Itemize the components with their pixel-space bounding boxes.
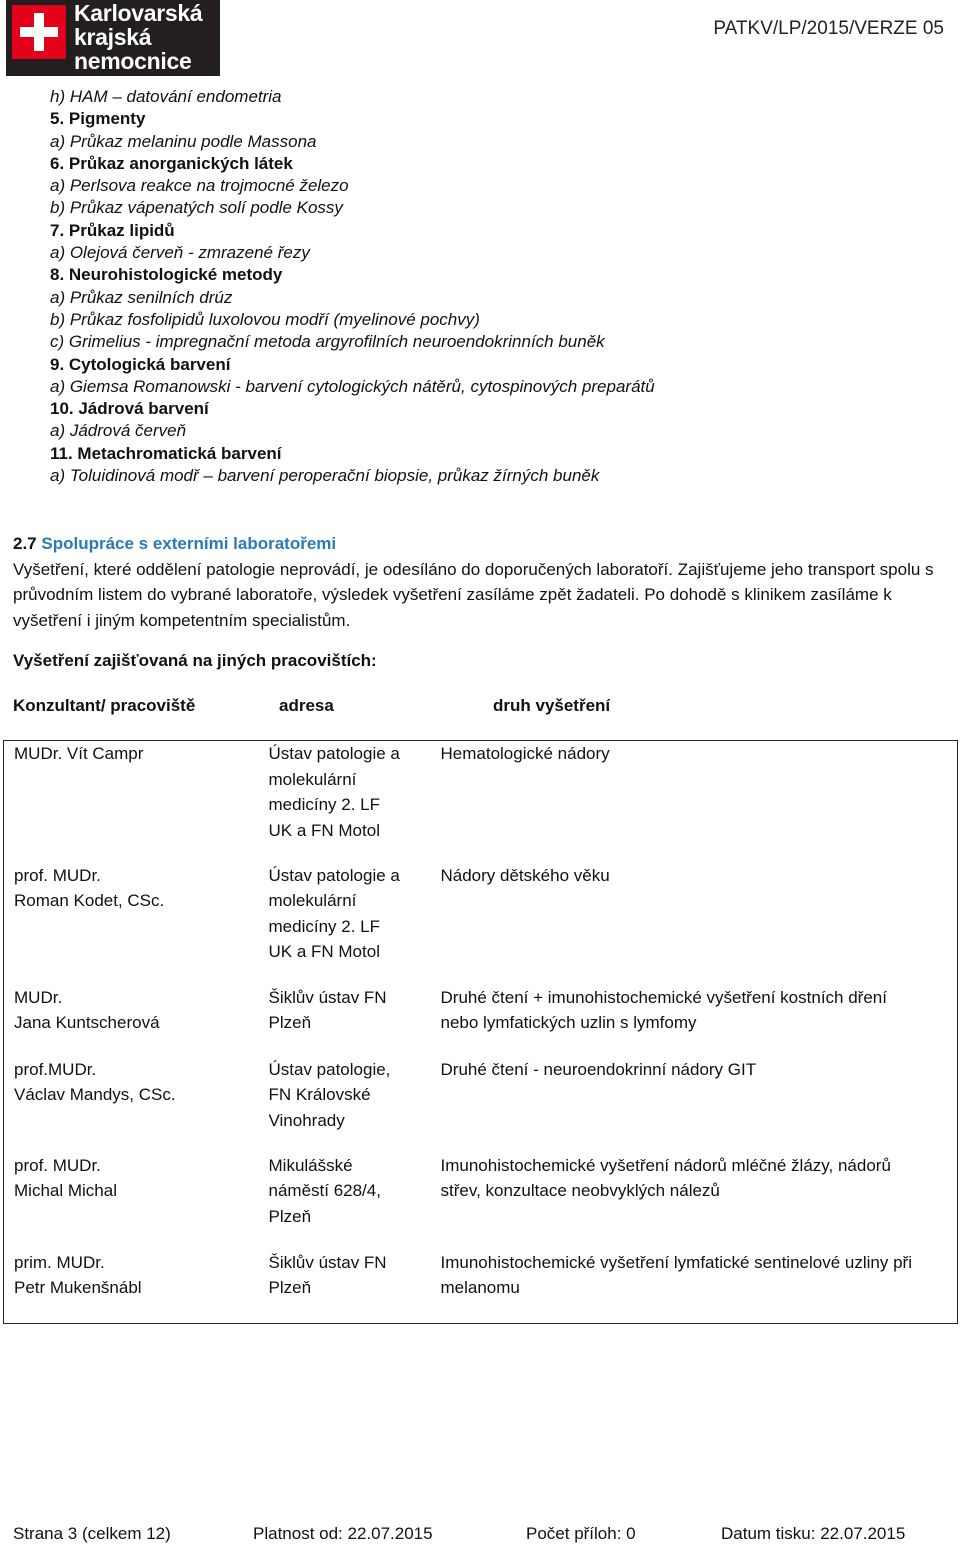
address-line: FN Královské xyxy=(268,1085,371,1104)
address-line: Vinohrady xyxy=(268,1110,345,1130)
logo-text: Karlovarská krajská nemocnice xyxy=(74,0,203,74)
section-external-labs xyxy=(13,531,948,633)
address-line: Plzeň xyxy=(268,1013,312,1032)
method-heading: 5. Pigmenty xyxy=(50,109,146,129)
method-heading: 10. Jádrová barvení xyxy=(50,399,209,419)
column-header-address: adresa xyxy=(279,696,334,715)
address-cell xyxy=(259,1250,431,1324)
footer-attachments: Počet příloh: 0 xyxy=(526,1524,636,1543)
consultant-cell xyxy=(4,1153,259,1250)
document-code: PATKV/LP/2015/VERZE 05 xyxy=(713,18,944,39)
cross-icon xyxy=(12,5,66,59)
method-item: a) Olejová červeň - zmrazené řezy xyxy=(50,243,310,263)
address-line: molekulární xyxy=(268,891,357,910)
column-header-exam: druh vyšetření xyxy=(493,696,611,715)
address-line: Ústav patologie, xyxy=(268,1059,391,1079)
exam-cell: Imunohistochemické vyšetření lymfatické sentinelové uzliny při melanomu xyxy=(440,1252,912,1297)
exam-cell: Nádory dětského věku xyxy=(440,865,610,885)
address-line: Plzeň xyxy=(268,1206,312,1226)
method-item: a) Perlsova reakce na trojmocné železo xyxy=(50,176,349,196)
consultant-line: Roman Kodet, CSc. xyxy=(14,891,165,910)
address-line: medicíny 2. LF xyxy=(268,916,380,936)
column-headers xyxy=(13,696,948,720)
method-heading: 6. Průkaz anorganických látek xyxy=(50,153,293,173)
address-line: Ústav patologie a xyxy=(268,744,400,763)
hospital-logo xyxy=(6,0,220,76)
method-item: a) Průkaz senilních drúz xyxy=(50,287,233,307)
consultant-line: prim. MUDr. xyxy=(14,1252,105,1272)
address-line: Ústav patologie a xyxy=(268,865,400,885)
address-line: Mikulášské xyxy=(268,1155,353,1175)
method-item: b) Průkaz vápenatých solí podle Kossy xyxy=(50,198,343,218)
consultant-line: prof. MUDr. xyxy=(14,865,101,885)
address-line: molekulární xyxy=(268,769,357,789)
method-item: a) Průkaz melaninu podle Massona xyxy=(50,131,317,151)
address-cell xyxy=(259,1057,431,1153)
exam-cell: Hematologické nádory xyxy=(440,744,610,763)
other-labs-heading: Vyšetření zajišťovaná na jiných pracovištích: xyxy=(13,651,377,670)
address-line: medicíny 2. LF xyxy=(268,795,380,814)
method-heading: 8. Neurohistologické metody xyxy=(50,265,283,285)
address-cell xyxy=(259,863,431,985)
footer-valid-from: Platnost od: 22.07.2015 xyxy=(253,1524,433,1543)
consultant-line: prof. MUDr. xyxy=(14,1155,101,1175)
column-header-consultant: Konzultant/ pracoviště xyxy=(13,696,196,715)
consultant-cell xyxy=(4,985,259,1057)
footer-page: Strana 3 (celkem 12) xyxy=(13,1524,171,1543)
table-row xyxy=(4,985,958,1057)
address-line: Šiklův ústav FN xyxy=(268,1252,387,1272)
method-item: h) HAM – datování endometria xyxy=(50,87,282,106)
exam-cell: Druhé čtení - neuroendokrinní nádory GIT xyxy=(440,1059,757,1079)
method-item: a) Jádrová červeň xyxy=(50,421,187,441)
method-item: a) Giemsa Romanowski - barvení cytologických nátěrů, cytospinových preparátů xyxy=(50,376,655,396)
consultant-cell xyxy=(4,741,259,863)
table-row xyxy=(4,1057,958,1153)
consultant-line: MUDr. Vít Campr xyxy=(14,744,144,763)
method-item: c) Grimelius - impregnační metoda argyrofilních neuroendokrinních buněk xyxy=(50,332,605,352)
consultant-cell xyxy=(4,863,259,985)
address-cell xyxy=(259,1153,431,1250)
consultant-line: Václav Mandys, CSc. xyxy=(14,1085,176,1104)
address-cell xyxy=(259,985,431,1057)
exam-cell: Imunohistochemické vyšetření nádorů mléčné žlázy, nádorů střev, konzultace neobvyklých nálezů xyxy=(440,1155,891,1200)
address-cell xyxy=(259,741,431,863)
address-line: Šiklův ústav FN xyxy=(268,987,387,1007)
address-line: Plzeň xyxy=(268,1278,312,1297)
consultant-line: Petr Mukenšnábl xyxy=(14,1278,142,1297)
consultant-line: prof.MUDr. xyxy=(14,1059,97,1079)
table-row xyxy=(4,863,958,985)
address-line: UK a FN Motol xyxy=(268,942,380,961)
consultant-line: Jana Kuntscherová xyxy=(14,1013,160,1032)
method-item: b) Průkaz fosfolipidů luxolovou modří (myelinové pochvy) xyxy=(50,309,480,329)
method-heading: 9. Cytologická barvení xyxy=(50,354,231,374)
consultant-line: Michal Michal xyxy=(14,1181,117,1200)
method-heading: 7. Průkaz lipidů xyxy=(50,220,175,240)
exam-cell: Druhé čtení + imunohistochemické vyšetření kostních dření nebo lymfatických uzlin s lymfomy xyxy=(440,987,887,1032)
consultant-line: MUDr. xyxy=(14,987,63,1007)
table-row xyxy=(4,1250,958,1324)
address-line: UK a FN Motol xyxy=(268,820,380,840)
page-header xyxy=(0,0,960,80)
method-heading: 11. Metachromatická barvení xyxy=(50,443,282,463)
table-row xyxy=(4,741,958,863)
section-heading: 2.7 Spolupráce s externími laboratořemi xyxy=(13,534,337,553)
methods-list xyxy=(50,86,655,487)
section-body: Vyšetření, které oddělení patologie neprovádí, je odesíláno do doporučených laboratoří. Zajišťujeme jeho transport spolu s průvodním listem do vybrané laboratoře, výsledek vyšetření zasíláme zpět žadateli. Po dohodě s klinikem zasíláme k vyšetření i jiným kompetentním specialistům. xyxy=(13,559,934,630)
address-line: náměstí 628/4, xyxy=(268,1181,381,1200)
table-row xyxy=(4,1153,958,1250)
method-item: a) Toluidinová modř – barvení peroperační biopsie, průkaz žírných buněk xyxy=(50,466,600,486)
footer-print-date: Datum tisku: 22.07.2015 xyxy=(721,1524,906,1543)
consultant-cell xyxy=(4,1057,259,1153)
external-labs-table xyxy=(3,740,958,1324)
consultant-cell xyxy=(4,1250,259,1324)
